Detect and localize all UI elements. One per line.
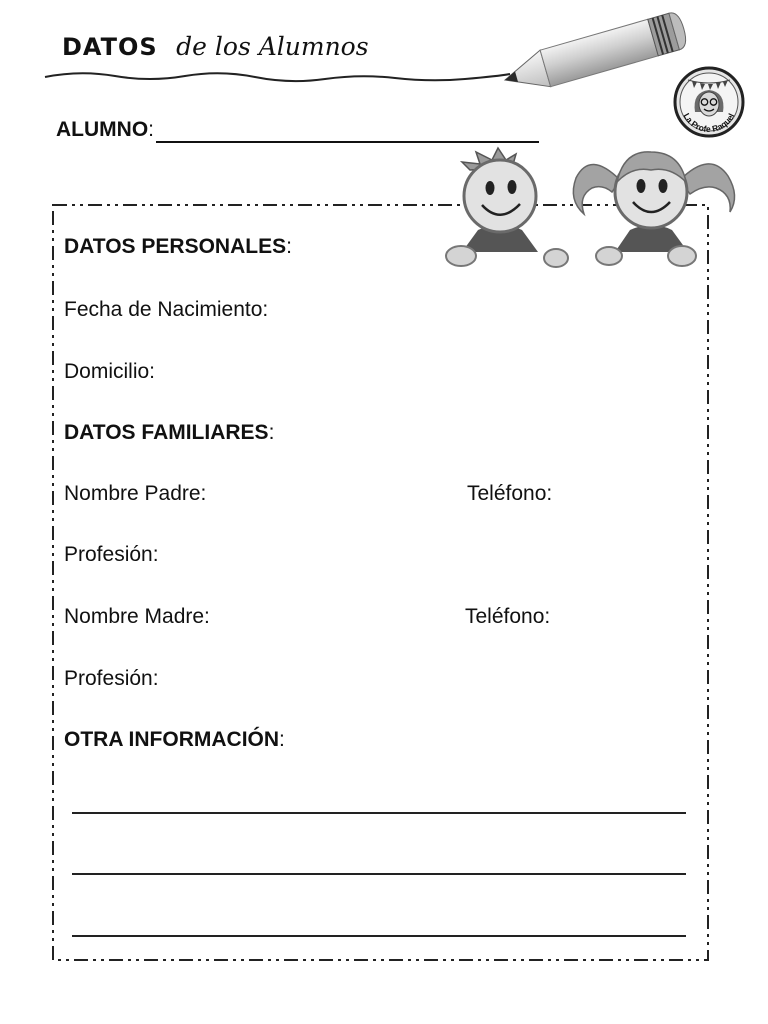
birth-date-label: Fecha de Nacimiento: <box>64 298 269 321</box>
address-label: Domicilio: <box>64 360 156 383</box>
title-script: de los Alumnos <box>176 32 369 61</box>
student-colon: : <box>148 118 154 141</box>
teacher-logo-badge <box>675 68 743 136</box>
student-label: ALUMNO <box>56 118 149 141</box>
other-info-line <box>72 935 686 937</box>
mother-phone-label: Teléfono: <box>465 605 551 628</box>
pencil-illustration <box>500 10 689 98</box>
boy-illustration <box>446 148 568 267</box>
student-name-field <box>56 117 539 143</box>
mother-name-label: Nombre Madre: <box>64 605 210 628</box>
heading-colon: : <box>279 728 285 751</box>
other-info-line <box>72 812 686 814</box>
father-phone-label: Teléfono: <box>467 482 553 505</box>
heading-colon: : <box>286 235 292 258</box>
father-job-label: Profesión: <box>64 543 159 566</box>
student-name-blank <box>156 123 539 143</box>
family-heading <box>64 420 274 446</box>
wavy-underline <box>45 73 510 81</box>
title-bold: DATOS <box>62 33 158 61</box>
personal-heading-text: DATOS PERSONALES <box>64 235 287 258</box>
other-info-line <box>72 873 686 875</box>
mother-job-label: Profesión: <box>64 667 159 690</box>
girl-illustration <box>573 152 734 266</box>
father-name-label: Nombre Padre: <box>64 482 207 505</box>
other-info-heading <box>64 727 285 753</box>
heading-colon: : <box>268 421 275 444</box>
other-info-heading-text: OTRA INFORMACIÓN <box>64 728 280 751</box>
logo-text: La Profe Raquel <box>681 111 737 135</box>
family-heading-text: DATOS FAMILIARES <box>64 421 269 444</box>
page-title <box>62 32 369 62</box>
personal-heading <box>64 234 292 260</box>
